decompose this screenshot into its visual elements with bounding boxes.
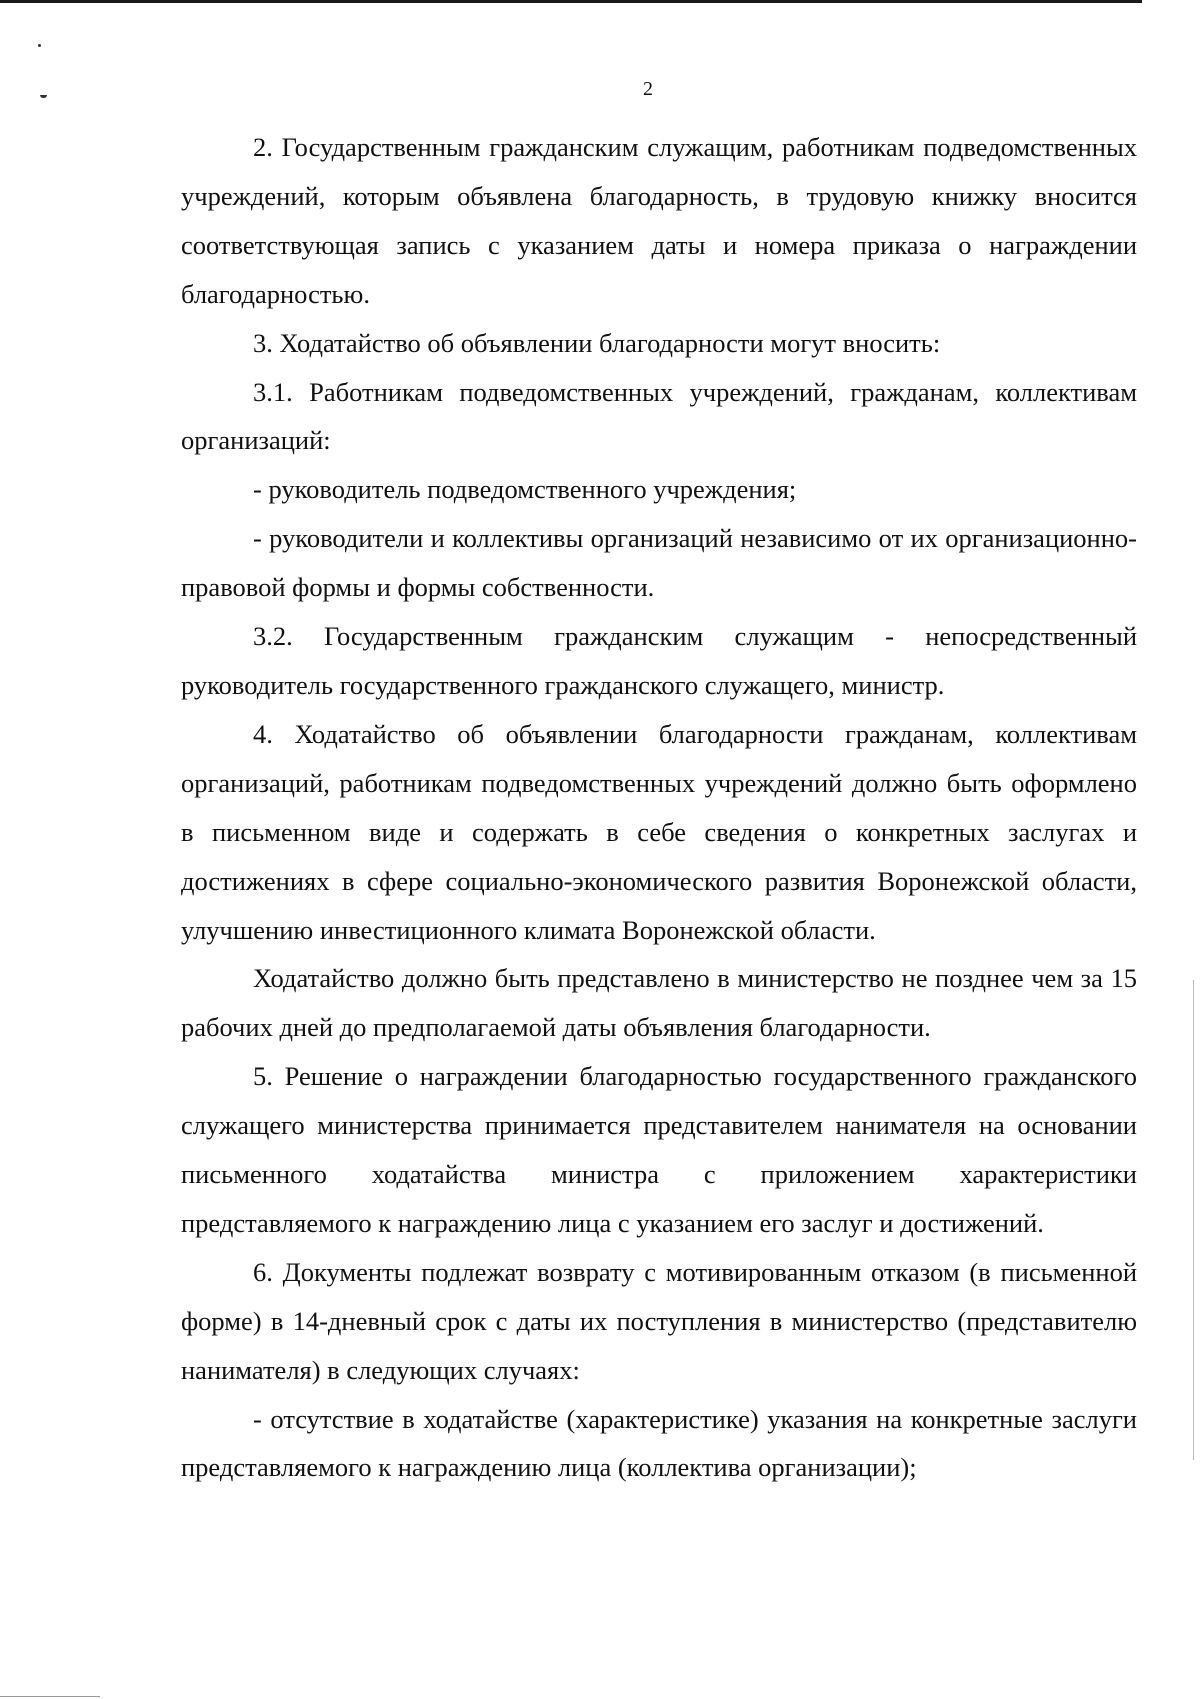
scan-bottom-mark — [0, 1696, 100, 1697]
paragraph-6-return-documents: 6. Документы подлежат возврату с мотивированным отказом (в письменной форме) в 14-дневный срок с даты их поступления в министерство (представителю нанимателя) в следующих случаях: — [181, 1256, 1137, 1385]
paragraph-3-1-employees: 3.1. Работникам подведомственных учреждений, гражданам, коллективам организаций: — [181, 376, 1137, 456]
scan-top-border — [0, 0, 1142, 3]
paragraph-4-petition-content: 4. Ходатайство об объявлении благодарности гражданам, коллективам организаций, работникам подведомственных учреждений должно быть оформлено в письменном виде и содержать в себе сведения о конкретных заслугах и достижениях в сфере социально-экономического развития Воронежской области, улучшению инвестиционного климата Воронежской области. — [181, 718, 1137, 945]
list-item-organization-heads: - руководители и коллективы организаций независимо от их организационно-правовой формы и формы собственности. — [181, 523, 1137, 603]
document-body — [181, 123, 1137, 1492]
list-item-institution-head: - руководитель подведомственного учреждения; — [253, 474, 797, 505]
paragraph-3-2-civil-servants: 3.2. Государственным гражданским служащим - непосредственный руководитель государственного гражданского служащего, министр. — [181, 621, 1137, 700]
paragraph-petition-deadline: Ходатайство должно быть представлено в министерство не позднее чем за 15 рабочих дней до предполагаемой даты объявления благодарности. — [181, 963, 1137, 1043]
paragraph-2-work-record: 2. Государственным гражданским служащим, работникам подведомственных учреждений, которым объявлена благодарность, в трудовую книжку вносится соответствующая запись с указанием даты и номера приказа о награждении благодарностью. — [181, 132, 1137, 309]
scan-dot-mark — [38, 44, 41, 47]
page-number: 2 — [643, 78, 653, 100]
scan-right-edge — [1193, 980, 1194, 1460]
list-item-no-merits: - отсутствие в ходатайстве (характеристике) указания на конкретные заслуги представляемого к награждению лица (коллектива организации); — [181, 1403, 1137, 1483]
paragraph-3-petition-submitters: 3. Ходатайство об объявлении благодарности могут вносить: — [253, 327, 941, 358]
paragraph-5-decision: 5. Решение о награждении благодарностью государственного гражданского служащего министерства принимается представителем нанимателя на основании письменного ходатайства министра с приложением характеристики представляемого к награждению лица с указанием его заслуг и достижений. — [181, 1061, 1137, 1238]
